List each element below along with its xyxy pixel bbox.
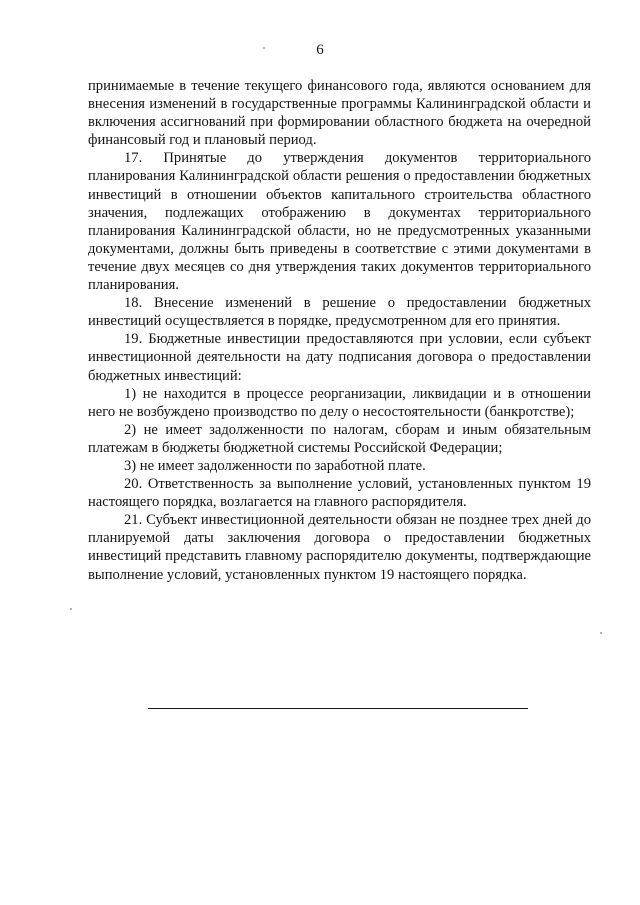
paragraph-18: 18. Внесение изменений в решение о предоставлении бюджетных инвестиций осуществляется в порядке, предусмотренном для его принятия. [88, 295, 591, 330]
paragraph-20: 20. Ответственность за выполнение условий, установленных пунктом 19 настоящего порядка, возлагается на главного распорядителя. [88, 476, 591, 511]
paragraph-19-item-1: 1) не находится в процессе реорганизации, ликвидации и в отношении него не возбуждено производство по делу о несостоятельности (банкротстве); [88, 385, 591, 420]
paragraph-19-item-2: 2) не имеет задолженности по налогам, сборам и иным обязательным платежам в бюджеты бюджетной системы Российской Федерации; [88, 421, 591, 456]
page-number: 6 [316, 42, 324, 58]
scan-speck [600, 632, 602, 634]
paragraph-continuation: принимаемые в течение текущего финансового года, являются основанием для внесения изменений в государственные программы Калининградской области и включения ассигнований при формировании областного бюджета на очередной финансовый год и плановый период. [88, 78, 591, 149]
closing-horizontal-rule [148, 708, 528, 709]
scan-speck [70, 608, 72, 610]
paragraph-17: 17. Принятые до утверждения документов территориального планирования Калининградской области решения о предоставлении бюджетных инвестиций в отношении объектов капитального строительства областного значения, подлежащих отображению в документах территориального планирования Калининградской области, но не предусмотренных указанными документами, должны быть приведены в соответствие с этими документами в течение двух месяцев со дня утверждения таких документов территориального планирования. [88, 150, 591, 294]
paragraph-21: 21. Субъект инвестиционной деятельности обязан не позднее трех дней до планируемой даты заключения договора о предоставлении бюджетных инвестиций представить главному распорядителю документы, подтверждающие выполнение условий, установленных пунктом 19 настоящего порядка. [88, 512, 591, 583]
scan-speck [263, 47, 265, 49]
paragraph-19: 19. Бюджетные инвестиции предоставляются при условии, если субъект инвестиционной деятельности на дату подписания договора о предоставлении бюджетных инвестиций: [88, 331, 591, 384]
document-body [88, 77, 591, 584]
paragraph-19-item-3: 3) не имеет задолженности по заработной плате. [124, 457, 426, 474]
